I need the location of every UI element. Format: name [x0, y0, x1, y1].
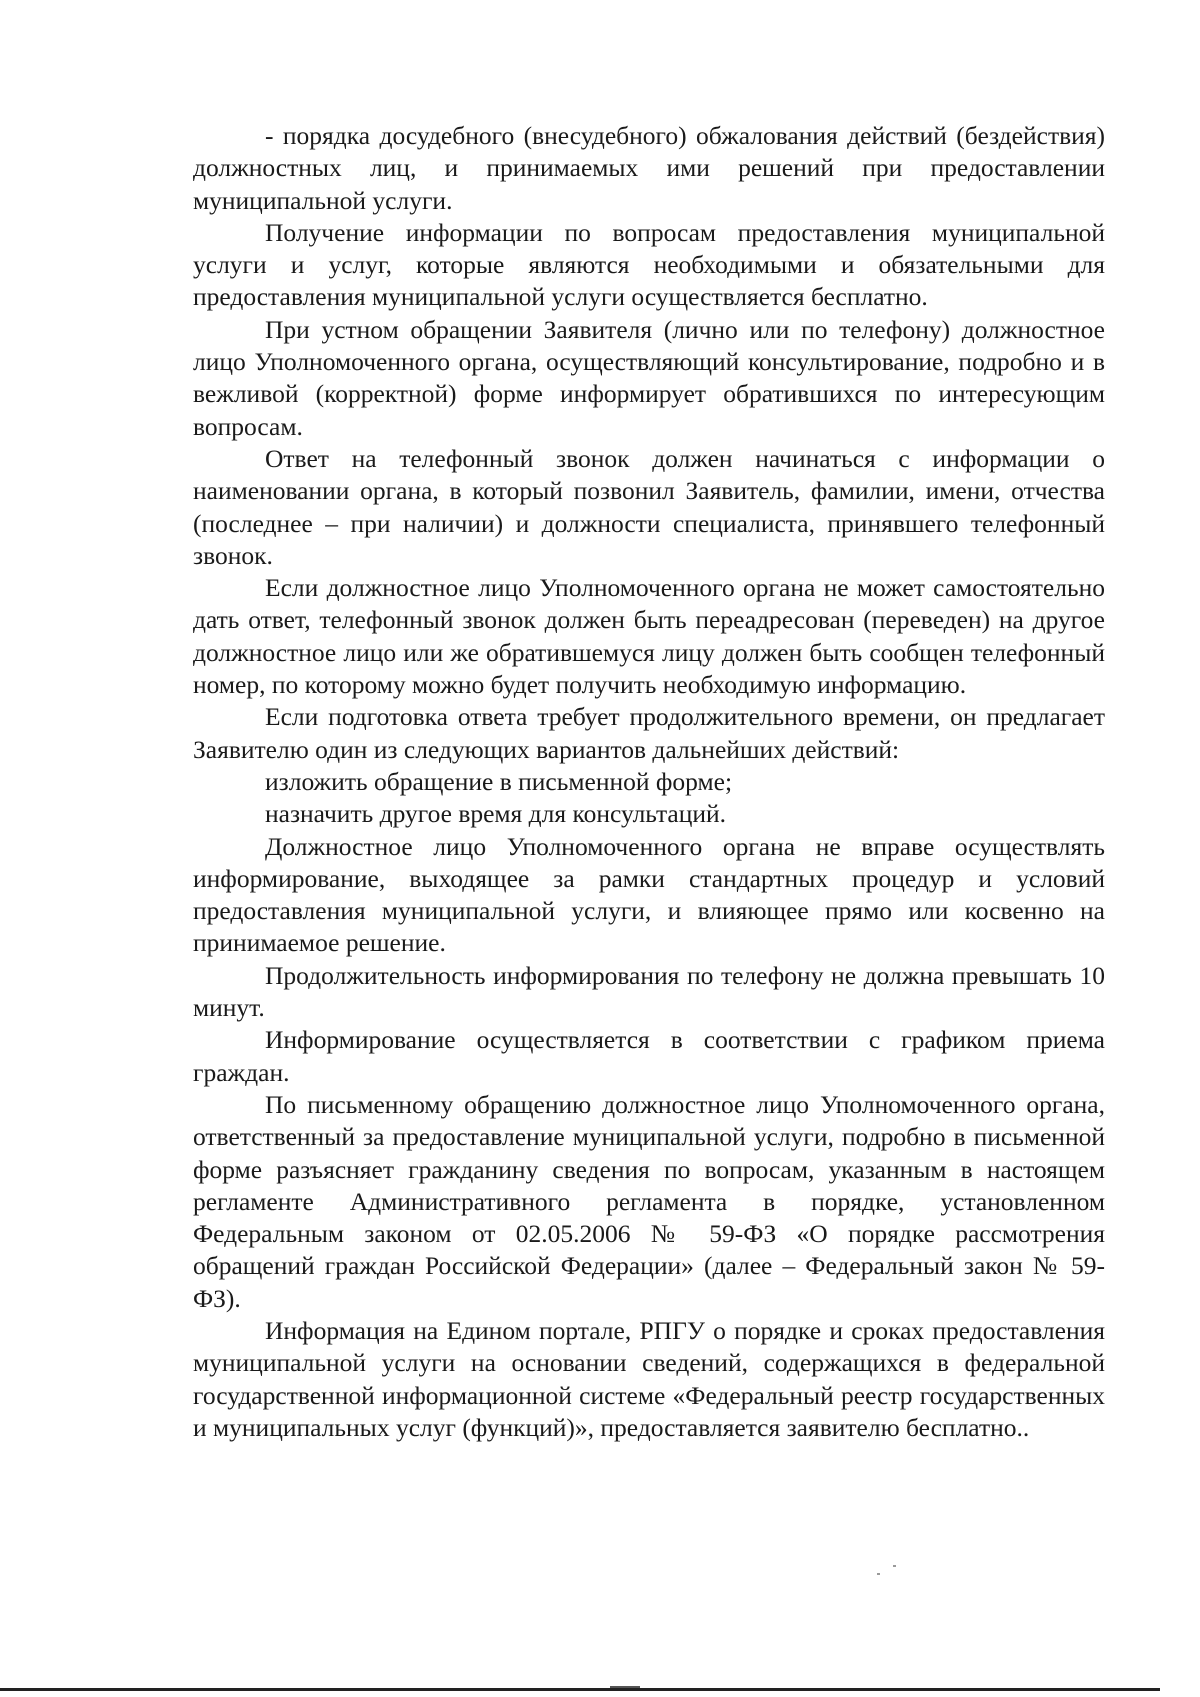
paragraph-schedule: Информирование осуществляется в соответствии с графиком приема граждан.	[193, 1025, 1105, 1087]
paragraph-long-preparation: Если подготовка ответа требует продолжительного времени, он предлагает Заявителю один из следующих вариантов дальнейших действий:	[193, 702, 1105, 764]
list-item-other-time: назначить другое время для консультаций.	[265, 799, 727, 829]
paragraph-free-information: Получение информации по вопросам предоставления муниципальной услуги и услуг, которые являются необходимыми и обязательными для предоставления муниципальной услуги осуществляется бесплатно.	[193, 217, 1105, 312]
paragraph-appeal-procedure: - порядка досудебного (внесудебного) обжалования действий (бездействия) должностных лиц, и принимаемых ими решений при предоставлении муниципальной услуги.	[193, 121, 1105, 215]
paragraph-duration: Продолжительность информирования по телефону не должна превышать 10 минут.	[193, 960, 1105, 1023]
bottom-scan-edge-mark	[610, 1686, 640, 1688]
paragraph-limits: Должностное лицо Уполномоченного органа не вправе осуществлять информирование, выходящее за рамки стандартных процедур и условий предоставления муниципальной услуги, и влияющее прямо или косвенно на принимаемое решение.	[193, 831, 1105, 958]
paragraph-phone-answer: Ответ на телефонный звонок должен начинаться с информации о наименовании органа, в который позвонил Заявитель, фамилии, имени, отчества (последнее – при наличии) и должности специалиста, принявшего телефонный звонок.	[193, 443, 1105, 570]
list-item-written-form: изложить обращение в письменной форме;	[265, 766, 733, 796]
paragraph-portal-information: Информация на Едином портале, РПГУ о порядке и сроках предоставления муниципальной услуги на основании сведений, содержащихся в федеральной государственной информационной системе «Федеральный реестр государственных и муниципальных услуг (функций)», предоставляется заявителю бесплатно..	[193, 1315, 1105, 1442]
paragraph-written-request: По письменному обращению должностное лицо Уполномоченного органа, ответственный за предоставление муниципальной услуги, подробно в письменной форме разъясняет гражданину сведения по вопросам, указанным в настоящем регламенте Административного регламента в порядке, установленном Федеральным законом от 02.05.2006 № 59-ФЗ «О порядке рассмотрения обращений граждан Российской Федерации» (далее – Федеральный закон № 59-ФЗ).	[193, 1089, 1105, 1313]
document-page	[193, 120, 1105, 1444]
paragraph-call-redirect: Если должностное лицо Уполномоченного органа не может самостоятельно дать ответ, телефонный звонок должен быть переадресован (переведен) на другое должностное лицо или же обратившемуся лицу должен быть сообщен телефонный номер, по которому можно будет получить необходимую информацию.	[193, 573, 1105, 700]
scan-speck	[877, 1573, 880, 1575]
bottom-scan-edge	[0, 1688, 1160, 1691]
scan-speck	[893, 1565, 896, 1567]
paragraph-oral-request: При устном обращении Заявителя (лично или по телефону) должностное лицо Уполномоченного органа, осуществляющий консультирование, подробно и в вежливой (корректной) форме информирует обратившихся по интересующим вопросам.	[193, 314, 1105, 441]
